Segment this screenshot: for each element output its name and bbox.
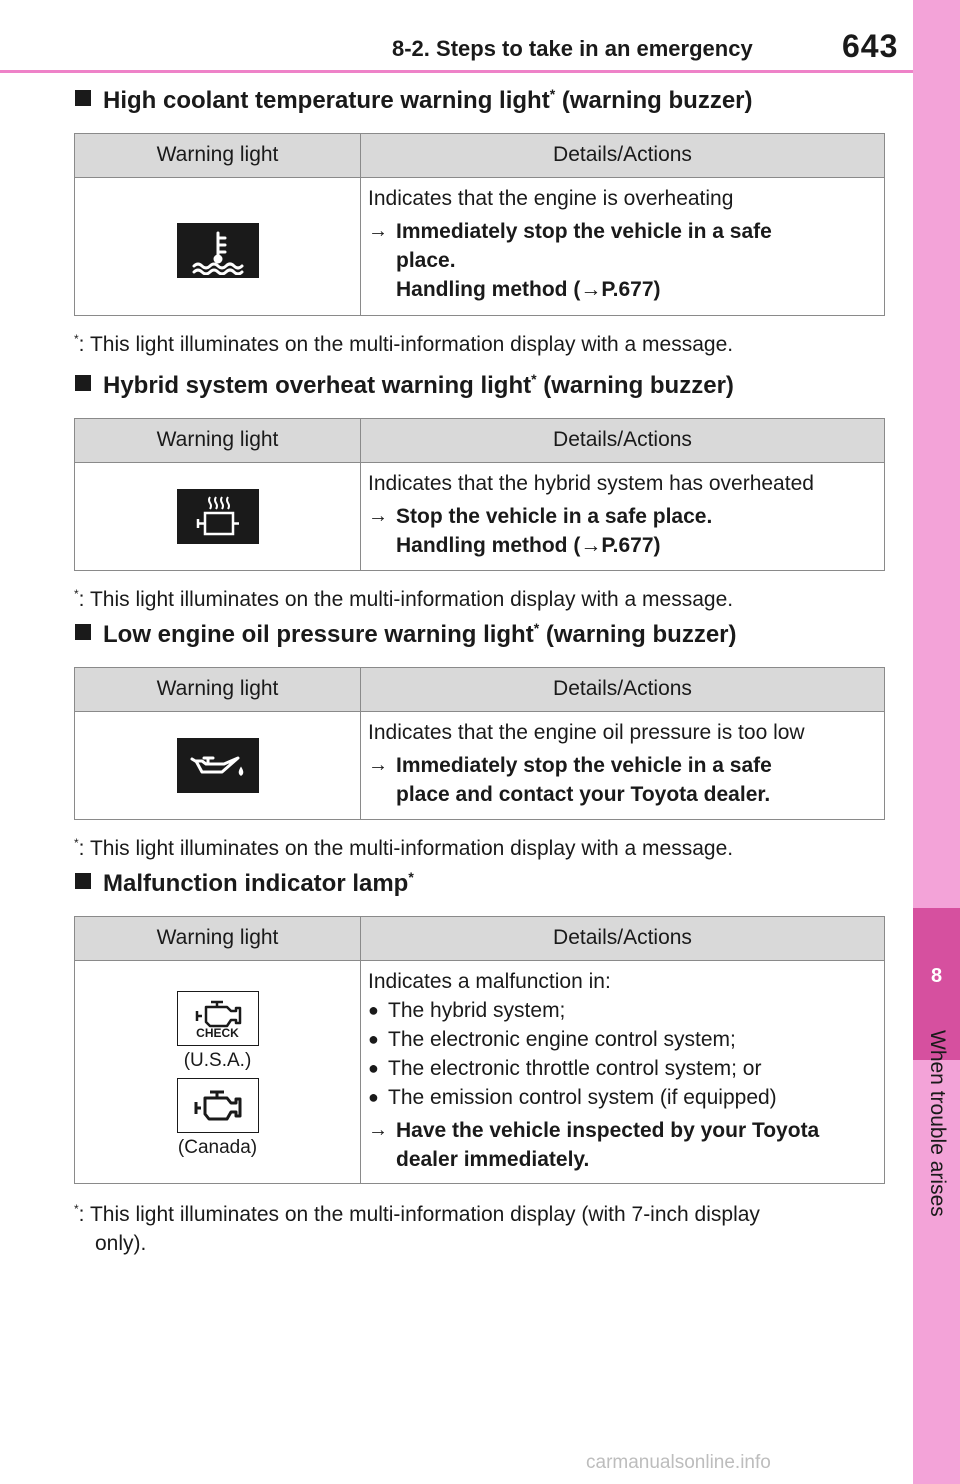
bullet-dot-icon: ●: [368, 1058, 379, 1078]
bullet-dot-icon: ●: [368, 1000, 379, 1020]
hybrid-system-overheat-icon: [177, 489, 259, 544]
watermark: carmanualsonline.info: [586, 1452, 771, 1473]
action-item: [368, 217, 880, 304]
chapter-number: 8: [930, 965, 943, 987]
table-header: [75, 917, 884, 961]
section-heading-hybrid: Hybrid system overheat warning light* (warning buzzer): [75, 371, 734, 400]
table-row: [75, 712, 884, 819]
action-text: Stop the vehicle in a safe place.: [396, 505, 713, 528]
warning-table-oil-pressure: [74, 667, 885, 820]
handling-method-link[interactable]: Handling method (→P.677): [396, 278, 661, 301]
details-text: Indicates that the engine is overheating: [368, 187, 734, 210]
details-cell: [361, 712, 884, 819]
action-text: place.: [396, 249, 456, 272]
arrow-right-icon: →: [580, 278, 602, 301]
action-item: [368, 751, 880, 809]
header-warning-light: Warning light: [75, 419, 361, 462]
action-text: Have the vehicle inspected by your Toyota: [396, 1119, 820, 1142]
arrow-right-icon: →: [368, 754, 388, 776]
list-item: ● The electronic throttle control system; or: [368, 1054, 880, 1083]
details-text: Indicates that the hybrid system has overheated: [368, 472, 814, 495]
handling-method-link[interactable]: Handling method (→P.677): [396, 534, 661, 557]
details-cell: [361, 463, 884, 570]
check-engine-icon: [177, 991, 259, 1046]
page-number: 643: [842, 28, 899, 64]
action-item: [368, 1116, 880, 1174]
arrow-right-icon: →: [368, 505, 388, 527]
list-item: ● The hybrid system;: [368, 996, 880, 1025]
footnote-hybrid: *: This light illuminates on the multi-information display with a message.: [74, 587, 734, 611]
icon-caption-canada: (Canada): [177, 1137, 258, 1158]
warning-table-coolant: [74, 133, 885, 316]
footnote-coolant: *: This light illuminates on the multi-information display with a message.: [74, 332, 734, 356]
warning-table-hybrid: [74, 418, 885, 571]
check-label: CHECK: [196, 1025, 239, 1040]
warning-light-cell: [75, 712, 361, 819]
header-warning-light: Warning light: [75, 917, 361, 960]
square-bullet-icon: [75, 873, 91, 889]
list-item: ● The emission control system (if equipped): [368, 1083, 880, 1112]
coolant-temperature-icon: [177, 223, 259, 278]
section-heading-malfunction: Malfunction indicator lamp*: [75, 869, 414, 898]
header-rule: [0, 70, 913, 73]
bullet-dot-icon: ●: [368, 1029, 379, 1049]
bullet-dot-icon: ●: [368, 1087, 379, 1107]
action-text: dealer immediately.: [396, 1148, 590, 1171]
header-details-actions: Details/Actions: [553, 926, 692, 949]
action-text: Immediately stop the vehicle in a safe: [396, 220, 772, 243]
footnote-oil-pressure: *: This light illuminates on the multi-information display with a message.: [74, 836, 734, 860]
header-warning-light: Warning light: [75, 134, 361, 177]
action-item: [368, 502, 880, 560]
warning-light-cell: [75, 463, 361, 570]
table-row: [75, 178, 884, 315]
action-text: Immediately stop the vehicle in a safe: [396, 754, 772, 777]
details-text: Indicates a malfunction in:: [368, 970, 611, 993]
arrow-right-icon: →: [368, 220, 388, 242]
square-bullet-icon: [75, 375, 91, 391]
list-item: ● The electronic engine control system;: [368, 1025, 880, 1054]
details-cell: [361, 178, 884, 315]
section-heading-oil-pressure: Low engine oil pressure warning light* (warning buzzer): [75, 620, 737, 649]
table-header: [75, 134, 884, 178]
table-header: [75, 419, 884, 463]
footnote-malfunction: *: This light illuminates on the multi-information display (with 7-inch display only).: [74, 1202, 760, 1255]
warning-light-cell: [75, 961, 361, 1183]
square-bullet-icon: [75, 624, 91, 640]
chapter-title: When trouble arises: [926, 1030, 949, 1217]
warning-table-malfunction: [74, 916, 885, 1184]
header-details-actions: Details/Actions: [553, 428, 692, 451]
details-cell: [361, 961, 884, 1183]
section-heading-coolant: High coolant temperature warning light* (warning buzzer): [75, 86, 753, 115]
header-warning-light: Warning light: [75, 668, 361, 711]
arrow-right-icon: →: [368, 1119, 388, 1141]
table-header: [75, 668, 884, 712]
warning-light-cell: [75, 178, 361, 315]
table-row: [75, 961, 884, 1183]
square-bullet-icon: [75, 90, 91, 106]
header-details-actions: Details/Actions: [553, 143, 692, 166]
table-row: [75, 463, 884, 570]
details-text: Indicates that the engine oil pressure is too low: [368, 721, 805, 744]
arrow-right-icon: →: [580, 534, 602, 557]
engine-icon: [177, 1078, 259, 1133]
icon-caption-usa: (U.S.A.): [183, 1050, 252, 1071]
header-details-actions: Details/Actions: [553, 677, 692, 700]
action-text: place and contact your Toyota dealer.: [396, 783, 771, 806]
oil-can-icon: [177, 738, 259, 793]
header-title: 8-2. Steps to take in an emergency: [392, 36, 753, 61]
chapter-side-tab: [913, 0, 960, 1484]
